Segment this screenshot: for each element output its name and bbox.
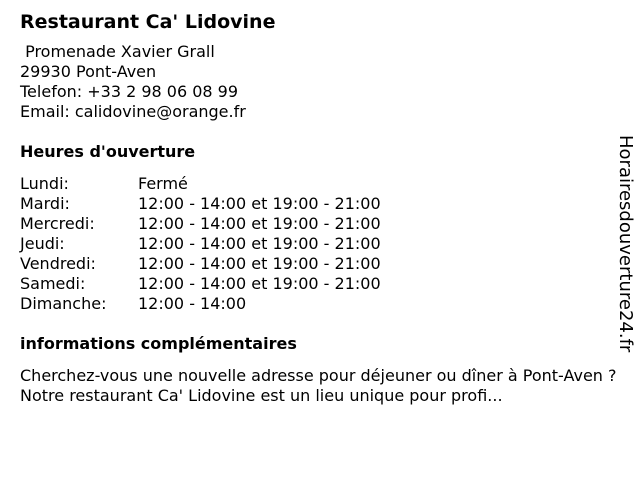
hours-row-tuesday xyxy=(20,194,620,214)
hours-row-wednesday xyxy=(20,214,620,234)
hours-day: Dimanche: xyxy=(20,294,107,313)
restaurant-card xyxy=(20,8,620,406)
hours-value: 12:00 - 14:00 et 19:00 - 21:00 xyxy=(138,214,381,233)
hours-row-monday xyxy=(20,174,620,194)
additional-info-text: Cherchez-vous une nouvelle adresse pour déjeuner ou dîner à Pont-Aven ? Notre restaurant Ca' Lidovine est un lieu unique pour profi... xyxy=(20,366,617,405)
hours-row-saturday xyxy=(20,274,620,294)
hours-day: Vendredi: xyxy=(20,254,96,273)
hours-value: 12:00 - 14:00 et 19:00 - 21:00 xyxy=(138,274,381,293)
address-street: Promenade Xavier Grall xyxy=(20,42,215,61)
hours-day: Samedi: xyxy=(20,274,86,293)
hours-row-friday xyxy=(20,254,620,274)
email-address: Email: calidovine@orange.fr xyxy=(20,102,246,121)
hours-value: 12:00 - 14:00 et 19:00 - 21:00 xyxy=(138,234,381,253)
hours-day: Lundi: xyxy=(20,174,69,193)
hours-row-sunday xyxy=(20,294,620,314)
hours-day: Mercredi: xyxy=(20,214,95,233)
restaurant-name: Restaurant Ca' Lidovine xyxy=(20,11,276,33)
hours-day: Mardi: xyxy=(20,194,70,213)
phone-number: Telefon: +33 2 98 06 08 99 xyxy=(20,82,239,101)
opening-hours-table xyxy=(20,174,620,314)
additional-info-title: informations complémentaires xyxy=(20,334,297,353)
hours-value: 12:00 - 14:00 xyxy=(138,294,247,313)
hours-row-thursday xyxy=(20,234,620,254)
opening-hours-title: Heures d'ouverture xyxy=(20,142,196,161)
address-city: 29930 Pont-Aven xyxy=(20,62,157,81)
hours-value: 12:00 - 14:00 et 19:00 - 21:00 xyxy=(138,254,381,273)
hours-value: Fermé xyxy=(138,174,188,193)
address-block xyxy=(20,42,620,122)
hours-day: Jeudi: xyxy=(20,234,65,253)
site-watermark: Horairesdouverture24.fr xyxy=(615,135,636,353)
hours-value: 12:00 - 14:00 et 19:00 - 21:00 xyxy=(138,194,381,213)
